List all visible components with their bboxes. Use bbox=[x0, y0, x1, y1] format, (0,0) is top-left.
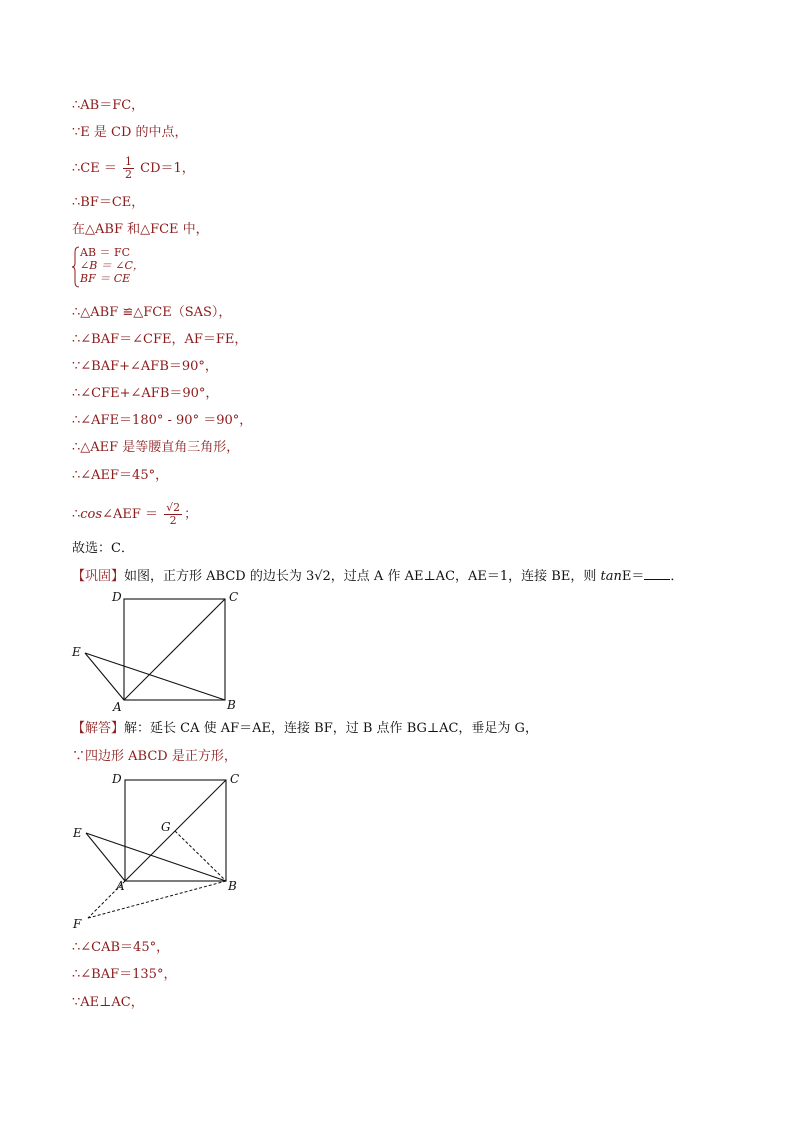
cos-middle: ∠AEF ＝ bbox=[102, 507, 158, 522]
label-a: A bbox=[113, 700, 122, 714]
line-baf-afb: ∵∠BAF+∠AFB＝90°， bbox=[72, 359, 218, 374]
fraction-one-half bbox=[123, 156, 134, 181]
answer-text: 解：延长 CA 使 AF＝AE，连接 BF，过 B 点作 BG⊥AC，垂足为 G， bbox=[124, 721, 538, 736]
label-b: B bbox=[227, 698, 236, 712]
cos-prefix: ∴ bbox=[72, 507, 81, 522]
cos-label: cos bbox=[80, 507, 103, 522]
system-brace-icon bbox=[72, 246, 80, 288]
square-figure-2 bbox=[60, 768, 260, 938]
line-angle-equal: ∴∠BAF＝∠CFE，AF＝FE， bbox=[72, 332, 248, 347]
congruence-system bbox=[80, 246, 144, 285]
answer-tag: 【解答】 bbox=[72, 721, 125, 736]
segment-eb bbox=[85, 653, 225, 700]
segment-gb-dashed bbox=[175, 831, 226, 881]
label-c: C bbox=[229, 590, 239, 604]
label-b: B bbox=[228, 879, 237, 893]
consolidate-text-tail: E＝ bbox=[621, 569, 645, 584]
line-cos-aef bbox=[72, 502, 197, 527]
line-aef-45: ∴∠AEF＝45°， bbox=[72, 468, 169, 483]
label-f: F bbox=[73, 917, 82, 931]
fraction-denominator: 2 bbox=[169, 514, 177, 527]
system-row-2: ∠B ＝ ∠C， bbox=[80, 259, 144, 272]
label-g: G bbox=[161, 820, 171, 834]
line-bf-ce: ∴BF＝CE， bbox=[72, 195, 145, 210]
segment-fb-dashed bbox=[88, 881, 226, 918]
fraction-sqrt2-over-2 bbox=[164, 502, 182, 527]
answer-blank bbox=[644, 567, 670, 580]
label-a: A bbox=[116, 879, 125, 893]
label-c: C bbox=[230, 772, 240, 786]
label-e: E bbox=[73, 826, 82, 840]
diagonal-ac bbox=[125, 780, 226, 881]
consolidate-end: ． bbox=[670, 569, 684, 584]
consolidate-tag: 【巩固】 bbox=[72, 569, 125, 584]
fraction-denominator: 2 bbox=[124, 168, 132, 181]
line-isosceles: ∴△AEF 是等腰直角三角形， bbox=[72, 440, 240, 455]
diagonal-ac bbox=[124, 599, 225, 700]
line-ce bbox=[72, 156, 195, 181]
line-afe-90: ∴∠AFE＝180° - 90° ＝90°， bbox=[72, 413, 253, 428]
consolidate-text: 如图，正方形 ABCD 的边长为 3√2，过点 A 作 AE⊥AC，AE＝1，连接 BE，则 bbox=[124, 569, 601, 584]
line-ab-fc: ∴AB＝FC， bbox=[72, 98, 145, 113]
fraction-numerator: √2 bbox=[166, 501, 181, 514]
label-d: D bbox=[112, 590, 122, 604]
line-ce-suffix: CD＝1， bbox=[140, 161, 195, 176]
square-figure-1 bbox=[60, 585, 260, 715]
label-e: E bbox=[72, 645, 81, 659]
fraction-numerator: 1 bbox=[124, 155, 132, 168]
label-d: D bbox=[112, 772, 122, 786]
line-in-triangles: 在△ABF 和△FCE 中， bbox=[72, 222, 209, 237]
system-row-1: AB ＝ FC bbox=[80, 246, 131, 259]
line-cfe-afb: ∴∠CFE+∠AFB＝90°， bbox=[72, 386, 219, 401]
line-cab-45: ∴∠CAB＝45°， bbox=[72, 940, 170, 955]
segment-eb bbox=[86, 833, 226, 881]
line-ae-perp-ac: ∵AE⊥AC， bbox=[72, 995, 144, 1010]
answer-line bbox=[72, 721, 538, 737]
consolidate-question bbox=[72, 567, 683, 585]
cos-suffix: ； bbox=[184, 507, 198, 522]
line-congruent: ∴△ABF ≌△FCE（SAS）， bbox=[72, 305, 232, 320]
answer-choice: 故选：C． bbox=[72, 541, 134, 556]
line-e-midpoint: ∵E 是 CD 的中点， bbox=[72, 125, 188, 140]
tan-label: tan bbox=[600, 569, 622, 584]
line-square: ∵四边形 ABCD 是正方形， bbox=[72, 749, 237, 764]
line-ce-prefix: ∴CE ＝ bbox=[72, 161, 117, 176]
line-baf-135: ∴∠BAF＝135°， bbox=[72, 967, 177, 982]
system-row-3: BF ＝ CE bbox=[80, 272, 131, 285]
